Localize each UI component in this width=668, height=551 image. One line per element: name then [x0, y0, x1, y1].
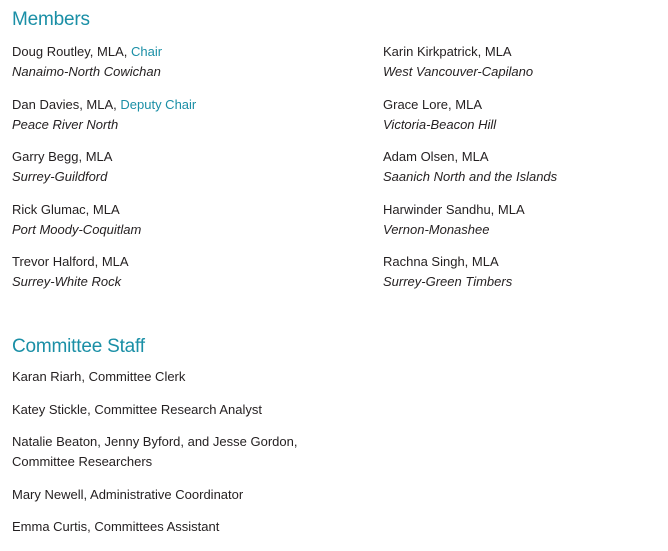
members-right-column: [383, 42, 653, 305]
staff-heading: Committee Staff: [12, 336, 145, 357]
member-riding: Surrey-Green Timbers: [383, 274, 513, 289]
member-riding: Saanich North and the Islands: [383, 169, 558, 184]
member-riding: Vernon-Monashee: [383, 221, 490, 237]
member-entry: [383, 147, 653, 187]
staff-list: [12, 367, 342, 550]
member-entry: [383, 252, 653, 292]
member-entry: [12, 42, 342, 82]
member-role: Chair: [130, 44, 163, 59]
members-left-column: [12, 42, 342, 305]
member-entry: [12, 95, 342, 135]
member-name: Harwinder Sandhu, MLA: [383, 201, 525, 217]
member-role: Deputy Chair: [120, 96, 197, 112]
member-entry: [12, 200, 342, 240]
member-riding: Surrey-Guildford: [12, 169, 108, 184]
member-name-line: [12, 95, 342, 115]
member-entry: [12, 252, 342, 292]
member-riding: Peace River North: [12, 116, 119, 132]
member-name: Rick Glumac, MLA: [12, 201, 120, 217]
staff-line: Katey Stickle, Committee Research Analyst: [12, 401, 262, 417]
staff-item: [12, 400, 342, 420]
staff-line: Natalie Beaton, Jenny Byford, and Jesse Gordon,: [12, 434, 298, 449]
member-riding: Victoria-Beacon Hill: [383, 116, 497, 132]
member-name: Dan Davies, MLA,: [12, 96, 121, 112]
staff-item: [12, 367, 342, 387]
member-riding: West Vancouver-Capilano: [383, 64, 534, 79]
member-entry: [383, 95, 653, 135]
member-entry: [383, 200, 653, 240]
staff-item: [12, 517, 342, 537]
member-name: Rachna Singh, MLA: [383, 254, 499, 269]
member-name: Karin Kirkpatrick, MLA: [383, 44, 512, 59]
member-name: Trevor Halford, MLA: [12, 254, 129, 269]
staff-line: Mary Newell, Administrative Coordinator: [12, 486, 244, 502]
staff-item: [12, 485, 342, 505]
staff-item: [12, 432, 342, 472]
member-entry: [12, 147, 342, 187]
member-name: Doug Routley, MLA,: [12, 44, 131, 59]
member-name-line: [12, 42, 342, 62]
member-entry: [383, 42, 653, 82]
member-name: Garry Begg, MLA: [12, 149, 113, 164]
member-riding: Surrey-White Rock: [12, 274, 122, 289]
staff-line: Karan Riarh, Committee Clerk: [12, 369, 186, 384]
member-name: Grace Lore, MLA: [383, 96, 482, 112]
member-name: Adam Olsen, MLA: [383, 149, 489, 164]
members-heading: Members: [12, 9, 90, 30]
member-riding: Nanaimo-North Cowichan: [12, 64, 161, 79]
staff-line: Committee Researchers: [12, 454, 153, 469]
staff-line: Emma Curtis, Committees Assistant: [12, 519, 220, 534]
member-riding: Port Moody-Coquitlam: [12, 221, 142, 237]
